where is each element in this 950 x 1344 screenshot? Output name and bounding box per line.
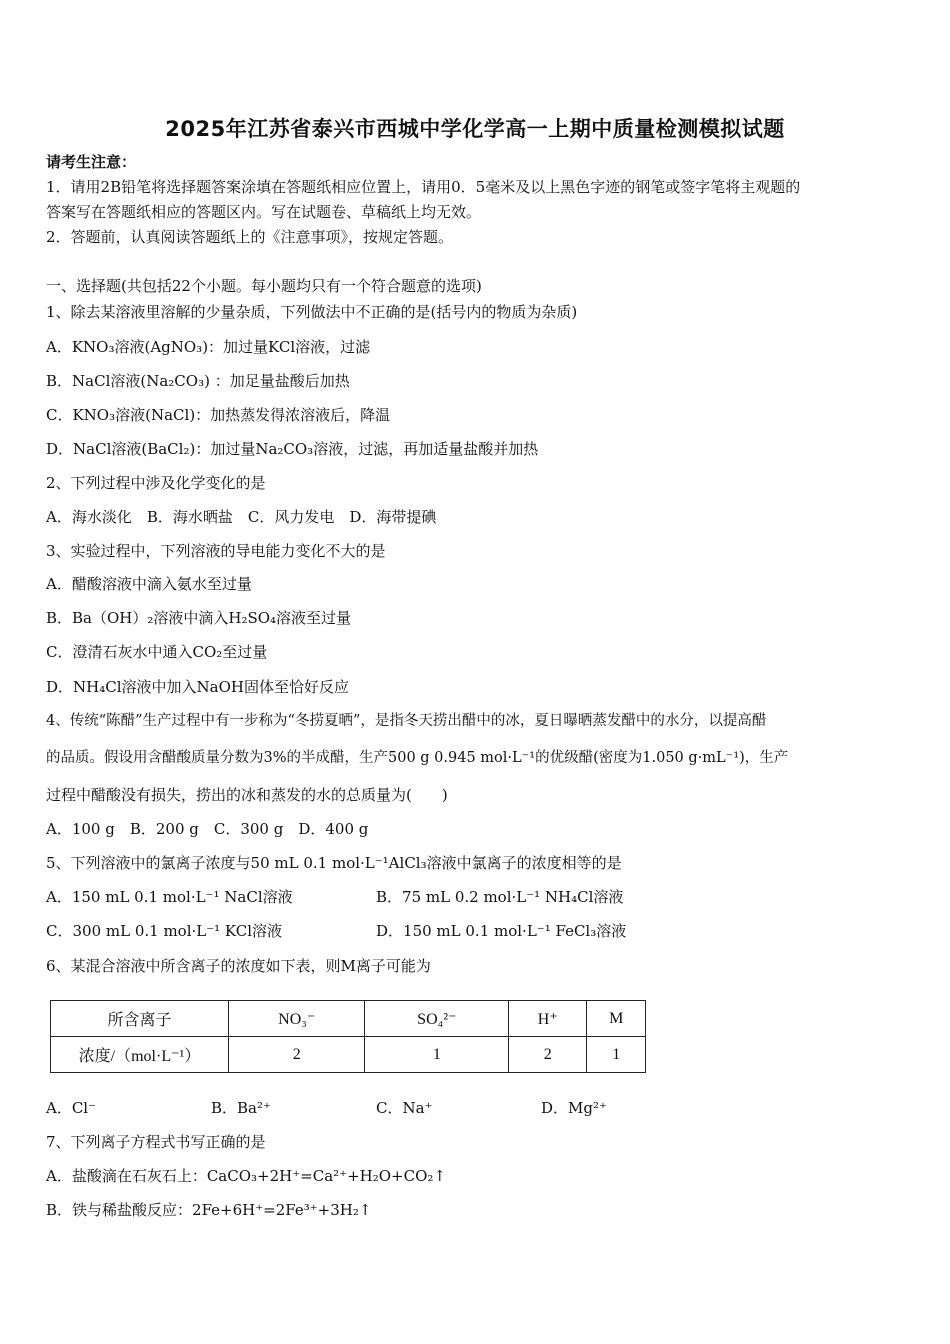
q3-option-c: C．澄清石灰水中通入CO₂至过量: [46, 643, 268, 661]
q5-stem: 5、下列溶液中的氯离子浓度与50 mL 0.1 mol·L⁻¹AlCl₃溶液中氯离子的浓度相等的是: [46, 854, 622, 872]
q1-stem: 1、除去某溶液里溶解的少量杂质，下列做法中不正确的是(括号内的物质为杂质): [46, 303, 578, 321]
q1-option-b: B．NaCl溶液(Na₂CO₃) ：加足量盐酸后加热: [46, 372, 350, 390]
table-row: [51, 1037, 646, 1073]
q3-option-d: D．NH₄Cl溶液中加入NaOH固体至恰好反应: [46, 678, 349, 696]
q4-line-1: 4、传统“陈醋”生产过程中有一步称为“冬捞夏晒”，是指冬天捞出醋中的冰，夏日曝晒蒸发醋中的水分，以提高醋: [46, 713, 767, 729]
ion-concentration-table: [50, 1000, 646, 1073]
table-cell: M: [587, 1001, 646, 1037]
q6-option-c: C．Na⁺: [376, 1099, 433, 1117]
notice-line-2: 2．答题前，认真阅读答题纸上的《注意事项》，按规定答题。: [46, 228, 454, 246]
q4-line-3: 过程中醋酸没有损失，捞出的冰和蒸发的水的总质量为( ): [46, 786, 448, 804]
table-cell: 2: [229, 1037, 365, 1073]
section-heading: 一、选择题(共包括22个小题。每小题均只有一个符合题意的选项): [46, 277, 482, 295]
q5-option-a: A．150 mL 0.1 mol·L⁻¹ NaCl溶液: [46, 888, 293, 906]
table-cell: H⁺: [509, 1001, 587, 1037]
q3-option-b: B．Ba（OH）₂溶液中滴入H₂SO₄溶液至过量: [46, 609, 352, 627]
table-cell: 浓度/（mol·L⁻¹）: [51, 1037, 229, 1073]
table-cell: SO₄²⁻: [365, 1001, 509, 1037]
q5-option-d: D．150 mL 0.1 mol·L⁻¹ FeCl₃溶液: [376, 922, 627, 940]
q6-stem: 6、某混合溶液中所含离子的浓度如下表，则M离子可能为: [46, 957, 431, 975]
q1-option-c: C．KNO₃溶液(NaCl)：加热蒸发得浓溶液后，降温: [46, 406, 391, 424]
q7-option-a: A．盐酸滴在石灰石上：CaCO₃+2H⁺=Ca²⁺+H₂O+CO₂↑: [46, 1167, 446, 1185]
q5-option-c: C．300 mL 0.1 mol·L⁻¹ KCl溶液: [46, 922, 283, 940]
table-cell: 1: [587, 1037, 646, 1073]
q4-line-2: 的品质。假设用含醋酸质量分数为3%的半成醋，生产500 g 0.945 mol·L⁻¹的优级醋(密度为1.050 g·mL⁻¹)，生产: [46, 750, 789, 766]
notice-line-1: 1．请用2B铅笔将选择题答案涂填在答题纸相应位置上，请用0．5毫米及以上黑色字迹的钢笔或签字笔将主观题的: [46, 178, 801, 196]
notice-line-1b: 答案写在答题纸相应的答题区内。写在试题卷、草稿纸上均无效。: [46, 203, 482, 221]
q3-stem: 3、实验过程中，下列溶液的导电能力变化不大的是: [46, 542, 386, 560]
table-header-row: [51, 1001, 646, 1037]
q6-option-b: B．Ba²⁺: [211, 1099, 271, 1117]
q7-stem: 7、下列离子方程式书写正确的是: [46, 1133, 266, 1151]
q6-option-d: D．Mg²⁺: [541, 1099, 607, 1117]
table-cell: NO₃⁻: [229, 1001, 365, 1037]
q1-option-d: D．NaCl溶液(BaCl₂)：加过量Na₂CO₃溶液，过滤，再加适量盐酸并加热: [46, 440, 539, 458]
q5-option-b: B．75 mL 0.2 mol·L⁻¹ NH₄Cl溶液: [376, 888, 624, 906]
q7-option-b: B．铁与稀盐酸反应：2Fe+6H⁺=2Fe³⁺+3H₂↑: [46, 1201, 372, 1219]
page-title: 2025年江苏省泰兴市西城中学化学高一上期中质量检测模拟试题: [165, 117, 785, 141]
q1-option-a: A．KNO₃溶液(AgNO₃)：加过量KCl溶液，过滤: [46, 338, 371, 356]
q2-options: A．海水淡化 B．海水晒盐 C．风力发电 D．海带提碘: [46, 508, 437, 526]
table-cell: 所含离子: [51, 1001, 229, 1037]
q4-options: A．100 g B．200 g C．300 g D．400 g: [46, 820, 369, 838]
q3-option-a: A．醋酸溶液中滴入氨水至过量: [46, 575, 252, 593]
q6-option-a: A．Cl⁻: [46, 1099, 97, 1117]
q2-stem: 2、下列过程中涉及化学变化的是: [46, 474, 266, 492]
table-cell: 2: [509, 1037, 587, 1073]
table-cell: 1: [365, 1037, 509, 1073]
notice-heading: 请考生注意：: [46, 153, 137, 171]
